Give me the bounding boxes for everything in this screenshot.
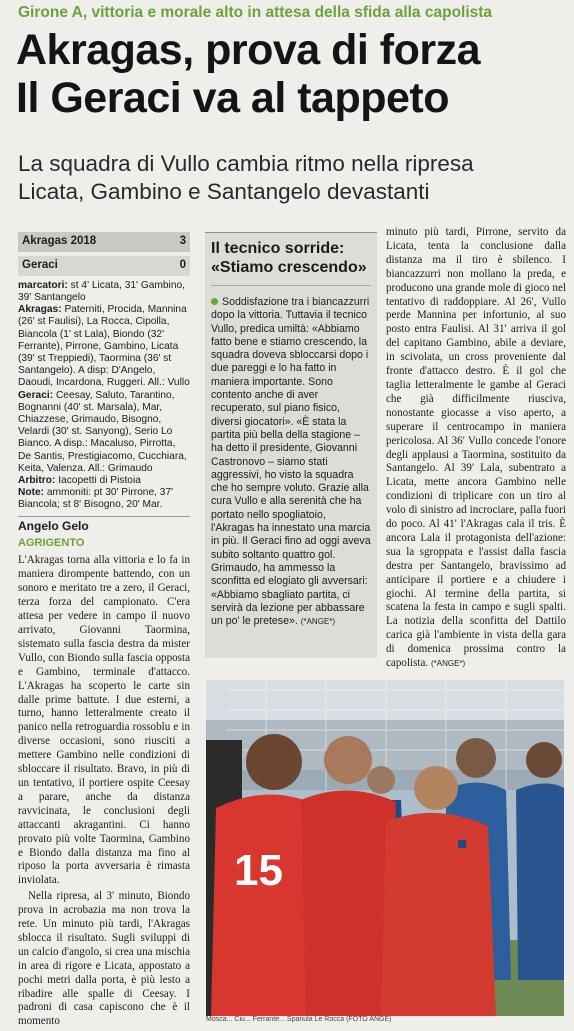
article-signature: (*ANGE*) [430,659,466,669]
referee [18,475,190,487]
scorers-value: st 4' Licata, 31' Gambino, 39' Santangelo [18,279,185,304]
lineup-akragas-value: Paterniti, Procida, Mannina (26' st Faulisi), La Rocca, Cipolla, Biancola (1' st Lala), Biondo (32' Ferrante), Pirrone, Gambino, Licata (39' st Treppiedi), Taormina (36' st Santangelo). A disp: D'Angelo, Daoudi, Incardona, Ruggeri. All.: Vullo [18,304,190,389]
box-text [211,296,371,628]
scorers-label: marcatori: [18,279,68,291]
notes-value: ammoniti: pt 30' Pirrone, 37' Biancola; st 8' Bisogno, 20' Mar. [18,487,174,511]
kicker: Girone A, vittoria e morale alto in attesa della sfida alla capolista [18,4,493,21]
away-goals: 0 [179,258,186,271]
box-title [211,239,371,286]
box-title-line-1: Il tecnico sorride: [211,240,345,257]
home-goals: 3 [179,235,186,247]
box-title-line-2: «Stiamo crescendo» [211,259,367,276]
box-body: Soddisfazione tra i biancazzurri dopo la vittoria. Tuttavia il tecnico Vullo, predica umiltà: «Abbiamo fatto bene e stiamo crescendo, la squadra doveva sbloccarsi dopo i due pareggi e lo ha fatto in maniera importante. Sono contento anche di aver recuperato, sul piano fisico, diversi giocatori». «È stata la partita più bella della stagione – ha detto il presidente, Giovanni Castronovo – siamo stati aggressivi, ho visto la squadra che ho sempre voluto. Grazie alla cura Vullo e alla serenità che ha portato nello spogliatoio, l'Akragas ha innestato una marcia in più. Il Geraci fino ad oggi aveva subito soltanto quattro gol. Grimaudo, ha ammesso la sconfitta ed elogiato gli avversari: «Abbiamo sbagliato partita, ci servirà da lezione per abbassare un po' le pretese». [211,296,371,628]
notes-label: Note: [18,487,45,499]
subhead-line-2: Licata, Gambino e Santangelo devastanti [18,179,430,204]
article-column-1 [18,232,190,1031]
coach-quote-box [205,232,377,658]
celebration-photo-illustration [206,680,564,1016]
lineup-akragas-label: Akragas: [18,304,62,316]
bullet-icon [211,298,218,305]
body-paragraph-3 [386,226,566,671]
away-team: Geraci [22,258,58,271]
photo-caption: Mosca... Ciu... Ferrante... Spanula Le Rocca (FOTO ANGE) [206,1016,392,1023]
referee-label: Arbitro: [18,475,56,487]
author: Angelo Gelo [18,516,190,534]
scoreboard [18,232,190,276]
headline-line-2: Il Geraci va al tappeto [16,74,450,122]
article-column-3 [386,226,566,673]
score-row-away [18,256,190,276]
headline-line-1: Akragas, prova di forza [16,26,481,74]
lineup-geraci-value: Ceesay, Saluto, Tarantino, Bognanni (40' st. Marsala), Mar, Chiazzese, Grimaudo, Bisogno, Velardi (30' st. Sanyong), Serio Lo Bianco. A disp.: Macaluso, Pirrotta, De Santis, Prestigiacomo, Cucchiara, Keita, Valenza. All.: Grimaudo [18,389,187,474]
home-team: Akragas 2018 [22,235,97,247]
lineup-geraci [18,390,190,475]
lineup-akragas [18,304,190,389]
headline [16,26,568,122]
jersey-number: 15 [234,846,283,895]
dateline: AGRIGENTO [18,536,85,549]
subhead [18,150,570,206]
subhead-line-1: La squadra di Vullo cambia ritmo nella ripresa [18,151,474,176]
body-paragraph-3-text: minuto più tardi, Pirrone, servito da Licata, tenta la conclusione dalla distanza ma il tiro è sbilenco. I biancazzurri non mollano la preda, e producono una grande mole di gioco nel tentativo di raddoppiare. Al 26', Vullo perde Mannina per infortunio, al suo posto entra Faulisi. Al 31' arriva il gol del capitano Gambino, abile a deviare, in scivolata, un cross proveniente dal fronte d'attacco destro. È il gol che taglia letteralmente le gambe al Geraci che già difficilmente riusciva, nonostante giocasse a viso aperto, a superare il centrocampo in maniera pericolosa. Al 36' Vullo concede l'onore degli applausi a Taormina, sostituito da Santangelo. Al 39' Lala, subentrato a Licata, mette ancora Gambino nelle condizioni di triplicare con un tiro al volo di sinistro ad incrociare, palla fuori do poco. Al 41' l'Akragas cala il tris. È ancora Lala il protagonista dell'azione: sua la sgroppata e l'assist dalla fascia destra per Santangelo, bravissimo ad anticipare il portiere e a chiudere i giochi. Al termine della partita, si scatena la festa in campo e sugli spalti. La notizia della sconfitta del Dattilo carica già l'ambiente in vista della gara di domenica prossima contro la capolista. [386,226,566,670]
scorers [18,280,190,304]
notes [18,487,190,511]
box-signature: (*ANGE*) [300,617,336,627]
match-details [18,280,190,512]
referee-value: Iacopetti di Pistoia [58,475,141,487]
score-row-home [18,232,190,252]
body-paragraph-1: L'Akragas torna alla vittoria e lo fa in maniera dirompente battendo, con un sonoro e meritato tre a zero, il Geraci, terza forza del campionato. C'era attesa per vedere in campo il nuovo arrivato, Giovanni Taormina, sistemato sulla fascia destra da mister Vullo, con Biondo sulla fascia opposta e Gambino, terminale d'attacco. L'Akragas ha scoperto le carte sin dalle prime battute. I due esterni, a turno, hanno letteralmente creato il panico nella retroguardia rossoblu e in diverse occasioni, sono riusciti a mettere Gambino nelle condizioni di sbloccare il risultato. Bravo, in più di un tentativo, il portiere ospite Ceesay a parare, anche da distanza ravvicinata, le conclusioni degli attaccanti akragantini. Ci hanno provato più volte Taormina, Gambino e Biondo dalla distanza ma fino al riposo la porta avversaria è rimasta inviolata. [18,554,190,887]
body-paragraph-2: Nella ripresa, al 3' minuto, Biondo prova in acrobazia ma non trova la rete. Un minuto più tardi, l'Akragas sblocca il risultato. Sugli sviluppi di un calcio d'angolo, si crea una mischia in area di rigore e Licata, appostato a pochi metri dalla porta, è più lesto a ribadire alle spalle di Ceesay. I padroni di casa capiscono che è il momento [18,890,190,1028]
team-photo [206,680,564,1016]
lineup-geraci-label: Geraci: [18,389,54,401]
sidebar-box [205,232,377,658]
